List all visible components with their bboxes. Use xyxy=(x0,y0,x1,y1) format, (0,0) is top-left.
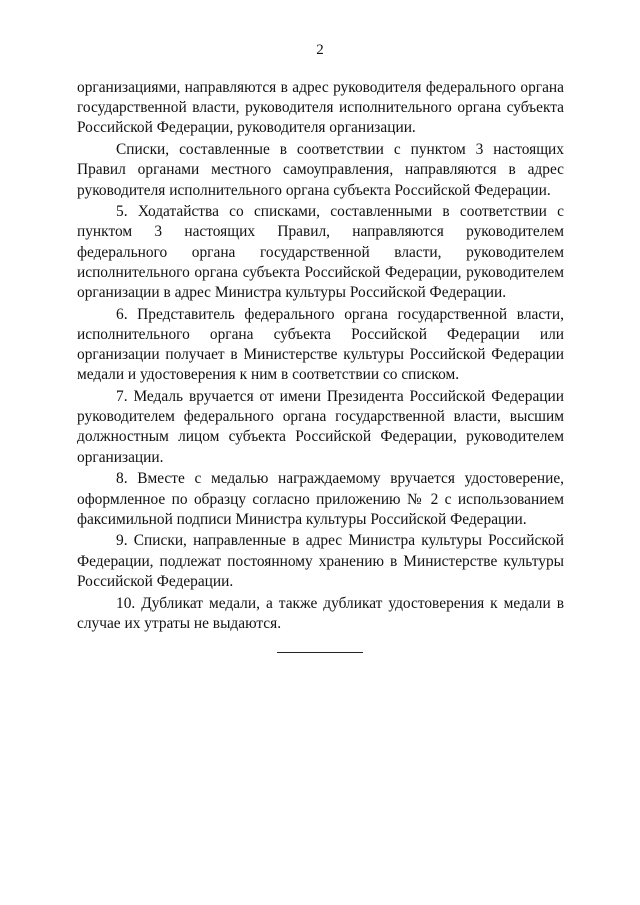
paragraph-item-9: 9. Списки, направленные в адрес Министра культуры Российской Федерации, подлежат постоянному хранению в Министерстве культуры Российской Федерации. xyxy=(77,532,564,590)
page-number: 2 xyxy=(316,42,324,58)
paragraph-item-7: 7. Медаль вручается от имени Президента Российской Федерации руководителем федерального органа государственной власти, высшим должностным лицом субъекта Российской Федерации, руководителем организации. xyxy=(77,388,564,466)
end-of-document-rule xyxy=(277,652,363,653)
paragraph-item-6: 6. Представитель федерального органа государственной власти, исполнительного органа субъекта Российской Федерации или организации получает в Министерстве культуры Российской Федерации медали и удостоверения к ним в соответствии со списком. xyxy=(77,305,564,384)
paragraph-item-5: 5. Ходатайства со списками, составленными в соответствии с пунктом 3 настоящих Правил, направляются руководителем федерального органа государственной власти, руководителем исполнительного органа субъекта Российской Федерации, руководителем организации в адрес Министра культуры Российской Федерации. xyxy=(77,203,564,302)
paragraph-municipal-lists: Списки, составленные в соответствии с пунктом 3 настоящих Правил органами местного самоуправления, направляются в адрес руководителя исполнительного органа субъекта Российской Федерации. xyxy=(77,141,564,199)
paragraph-item-8: 8. Вместе с медалью награждаемому вручается удостоверение, оформленное по образцу согласно приложению № 2 с использованием факсимильной подписи Министра культуры Российской Федерации. xyxy=(77,470,564,528)
paragraph-continuation: организациями, направляются в адрес руководителя федерального органа государственной власти, руководителя исполнительного органа субъекта Российской Федерации, руководителя организации. xyxy=(77,79,564,137)
document-body xyxy=(77,78,564,635)
paragraph-item-10: 10. Дубликат медали, а также дубликат удостоверения к медали в случае их утраты не выдаются. xyxy=(77,594,564,632)
